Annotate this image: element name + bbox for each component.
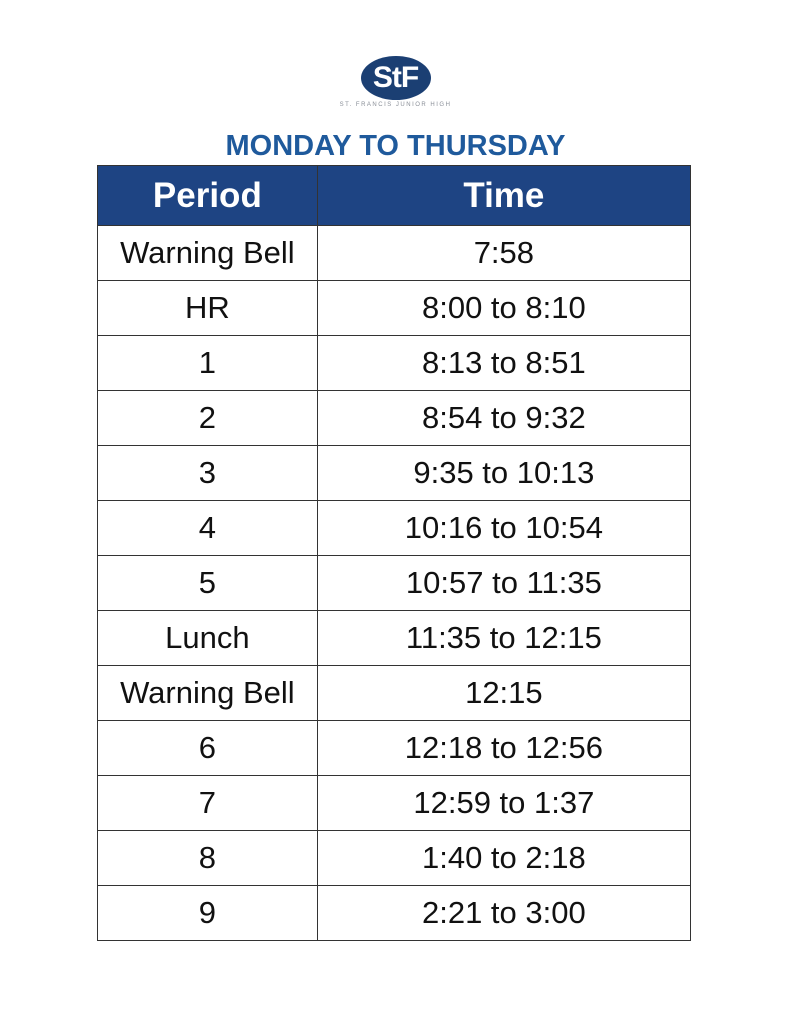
time-cell: 8:13 to 8:51 xyxy=(317,336,690,391)
table-row xyxy=(98,501,691,556)
period-cell: HR xyxy=(98,281,318,336)
time-cell: 8:54 to 9:32 xyxy=(317,391,690,446)
table-row xyxy=(98,446,691,501)
time-cell: 10:16 to 10:54 xyxy=(317,501,690,556)
period-cell: 4 xyxy=(98,501,318,556)
school-logo xyxy=(0,56,791,100)
period-cell: Warning Bell xyxy=(98,226,318,281)
page-title: MONDAY TO THURSDAY xyxy=(225,130,566,162)
time-cell: 7:58 xyxy=(317,226,690,281)
header-period: Period xyxy=(98,166,318,226)
time-cell: 12:18 to 12:56 xyxy=(317,721,690,776)
period-cell: Warning Bell xyxy=(98,666,318,721)
table-row xyxy=(98,611,691,666)
period-cell: 7 xyxy=(98,776,318,831)
time-cell: 12:59 to 1:37 xyxy=(317,776,690,831)
table-row xyxy=(98,886,691,941)
period-cell: Lunch xyxy=(98,611,318,666)
time-cell: 2:21 to 3:00 xyxy=(317,886,690,941)
table-row xyxy=(98,831,691,886)
time-cell: 9:35 to 10:13 xyxy=(317,446,690,501)
header-time: Time xyxy=(317,166,690,226)
logo-caption: ST. FRANCIS JUNIOR HIGH xyxy=(339,102,452,108)
table-row xyxy=(98,721,691,776)
table-row xyxy=(98,666,691,721)
table-row xyxy=(98,226,691,281)
time-cell: 11:35 to 12:15 xyxy=(317,611,690,666)
time-cell: 1:40 to 2:18 xyxy=(317,831,690,886)
time-cell: 12:15 xyxy=(317,666,690,721)
table-row xyxy=(98,391,691,446)
logo-badge xyxy=(361,56,431,100)
period-cell: 8 xyxy=(98,831,318,886)
period-cell: 2 xyxy=(98,391,318,446)
table-row xyxy=(98,336,691,391)
period-cell: 6 xyxy=(98,721,318,776)
time-cell: 10:57 to 11:35 xyxy=(317,556,690,611)
time-cell: 8:00 to 8:10 xyxy=(317,281,690,336)
period-cell: 3 xyxy=(98,446,318,501)
logo-initials: StF xyxy=(372,61,419,94)
period-cell: 5 xyxy=(98,556,318,611)
table-row xyxy=(98,776,691,831)
period-cell: 1 xyxy=(98,336,318,391)
schedule-table xyxy=(97,165,691,941)
table-row xyxy=(98,556,691,611)
table-row xyxy=(98,281,691,336)
header-row xyxy=(98,166,691,226)
period-cell: 9 xyxy=(98,886,318,941)
